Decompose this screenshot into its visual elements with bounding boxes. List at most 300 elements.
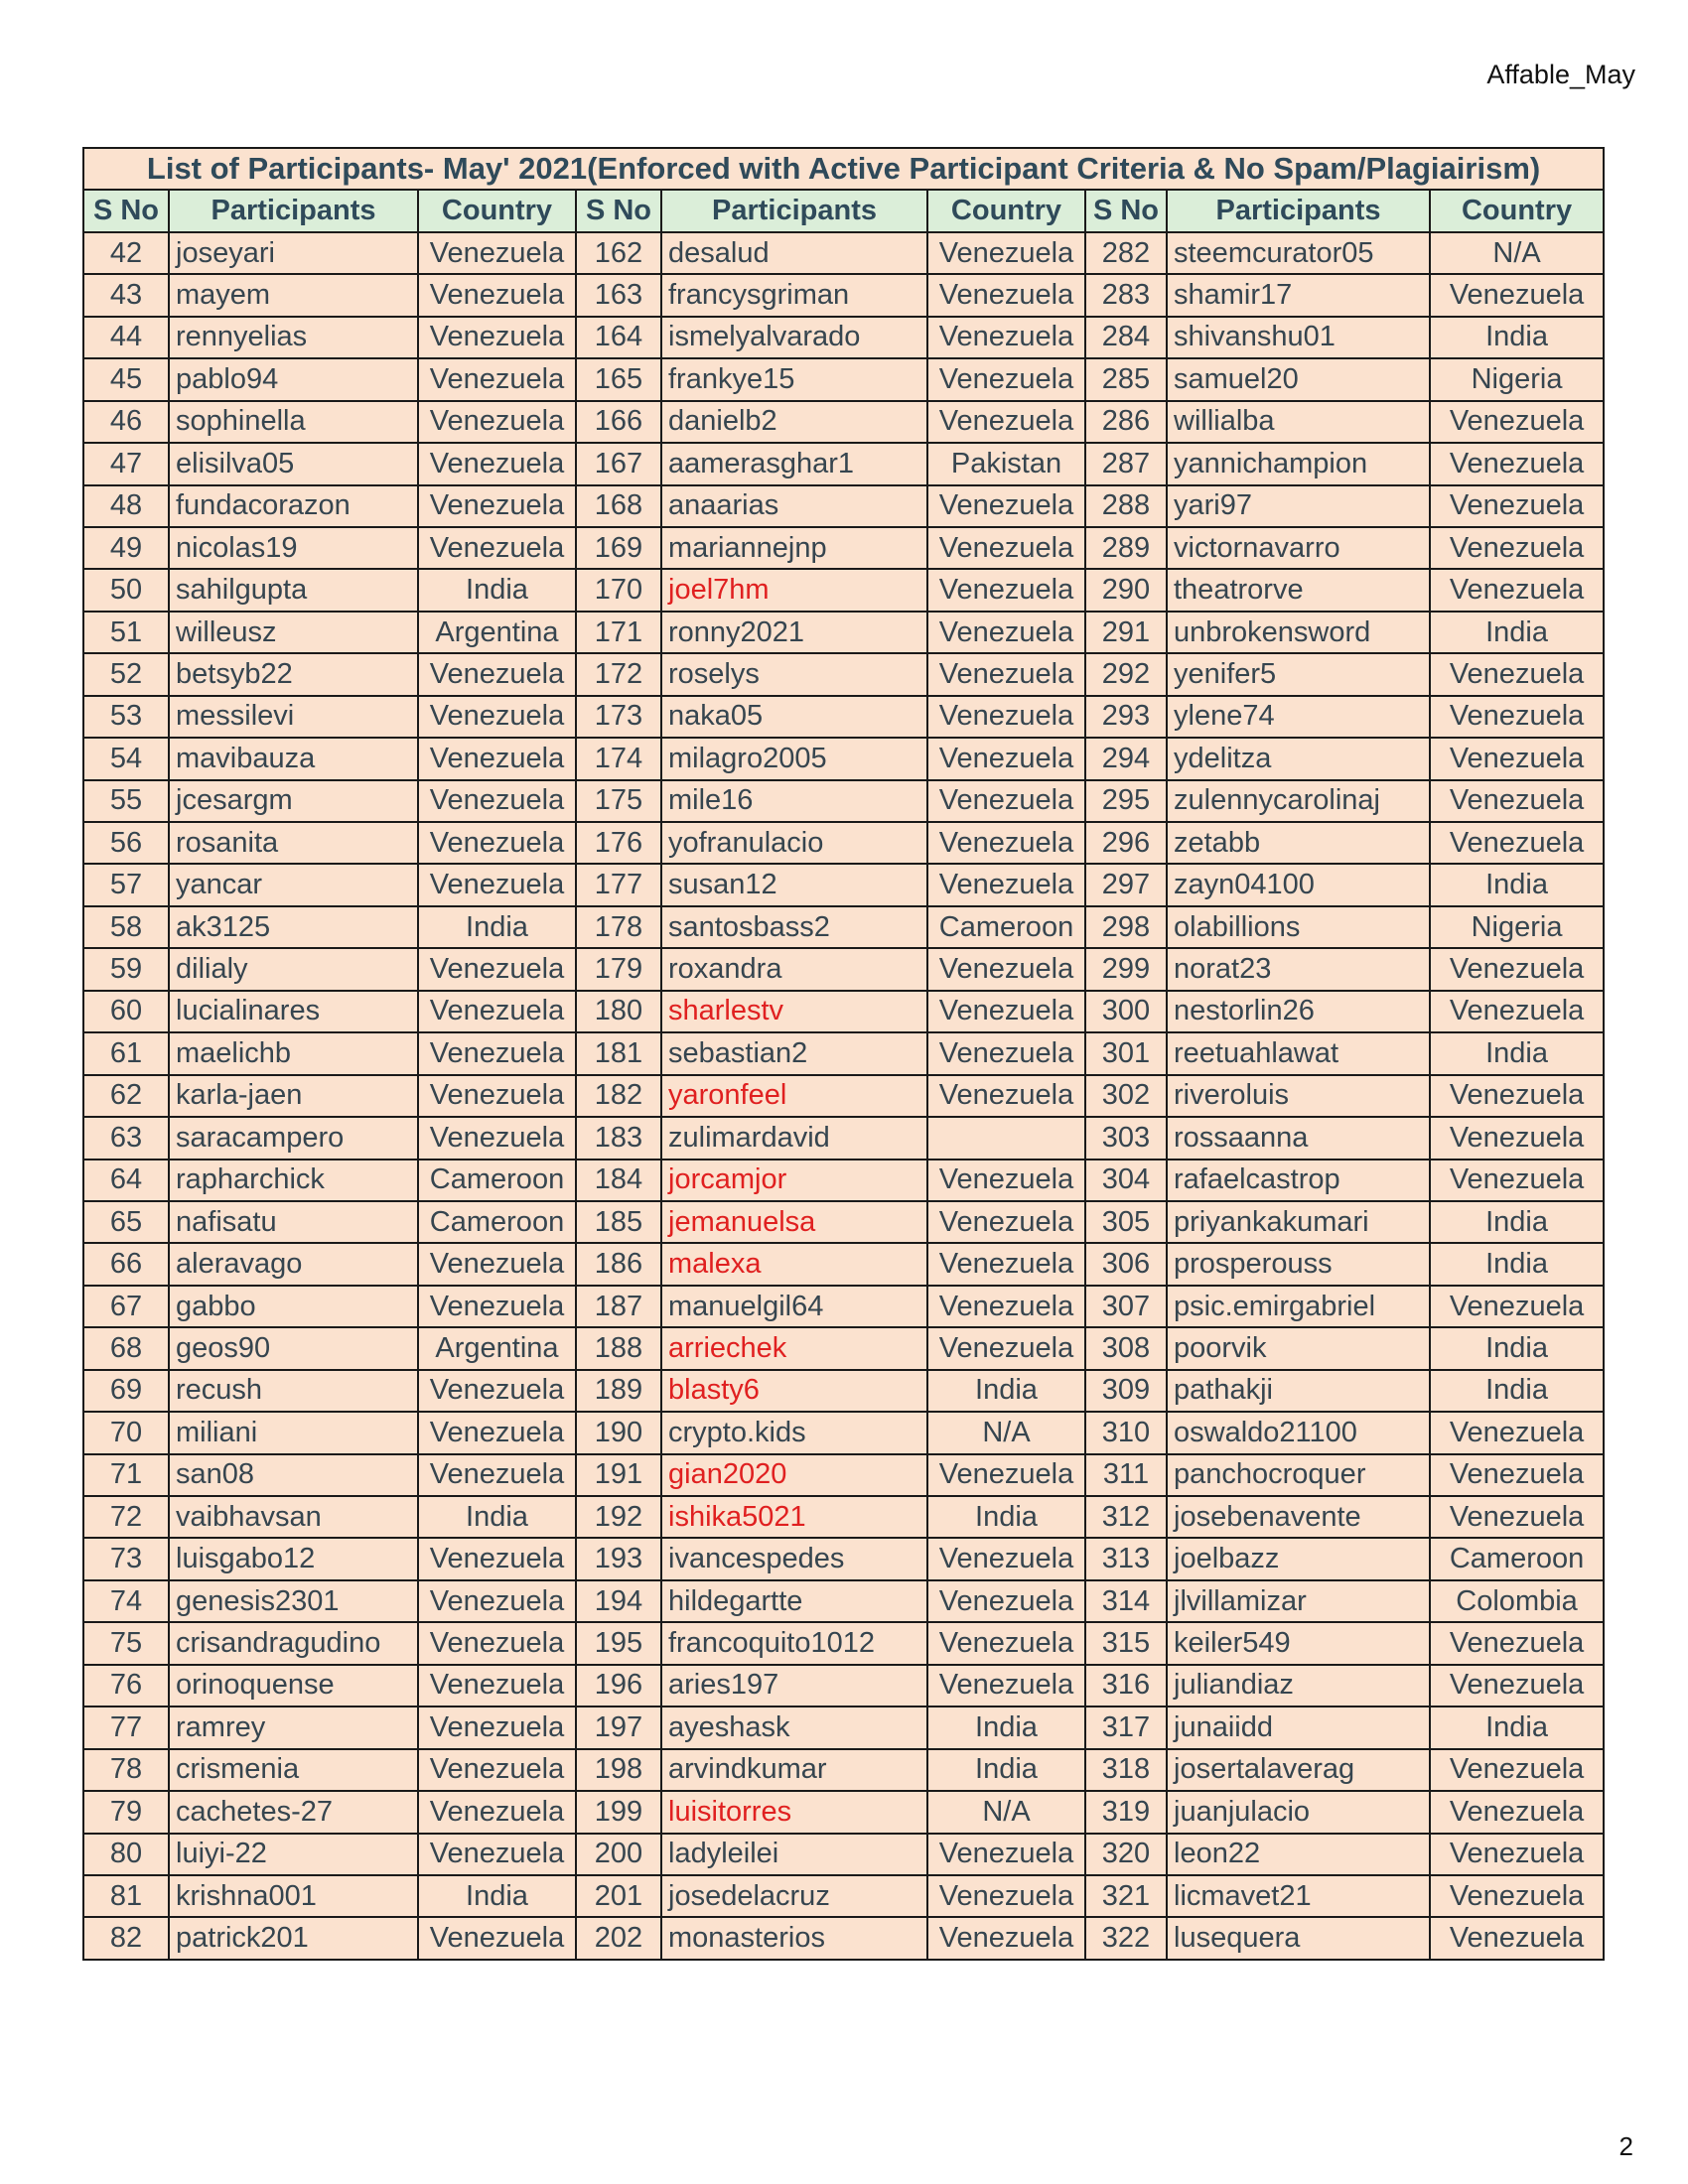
participant-name-cell: saracampero <box>169 1117 418 1159</box>
participant-name-cell: jlvillamizar <box>1167 1580 1430 1622</box>
table-row <box>83 1160 1604 1201</box>
country-cell: Venezuela <box>927 527 1085 569</box>
serial-number-cell: 177 <box>576 864 661 905</box>
serial-number-cell: 181 <box>576 1032 661 1074</box>
participant-name-cell: juanjulacio <box>1167 1791 1430 1833</box>
serial-number-cell: 284 <box>1085 317 1167 358</box>
serial-number-cell: 52 <box>83 653 169 695</box>
country-cell: Venezuela <box>927 274 1085 316</box>
country-cell: India <box>927 1370 1085 1412</box>
table-row <box>83 780 1604 822</box>
serial-number-cell: 71 <box>83 1454 169 1496</box>
serial-number-cell: 64 <box>83 1160 169 1201</box>
serial-number-cell: 291 <box>1085 612 1167 653</box>
country-cell: India <box>1430 1706 1604 1748</box>
serial-number-cell: 199 <box>576 1791 661 1833</box>
serial-number-cell: 286 <box>1085 401 1167 443</box>
country-cell: Venezuela <box>418 527 576 569</box>
participant-name-cell: rennyelias <box>169 317 418 358</box>
country-cell: Venezuela <box>418 1243 576 1285</box>
country-cell: India <box>1430 1370 1604 1412</box>
country-cell: India <box>1430 1201 1604 1243</box>
country-cell: Venezuela <box>418 443 576 484</box>
participant-name-cell: sebastian2 <box>661 1032 927 1074</box>
serial-number-cell: 60 <box>83 991 169 1032</box>
table-row <box>83 948 1604 990</box>
participant-name-cell: patrick201 <box>169 1917 418 1959</box>
participant-name-cell: krishna001 <box>169 1875 418 1917</box>
serial-number-cell: 164 <box>576 317 661 358</box>
participant-name-cell: ishika5021 <box>661 1496 927 1538</box>
participant-name-cell: junaiidd <box>1167 1706 1430 1748</box>
country-cell: Venezuela <box>418 1370 576 1412</box>
serial-number-cell: 183 <box>576 1117 661 1159</box>
participant-name-cell: messilevi <box>169 696 418 738</box>
participant-name-cell: roselys <box>661 653 927 695</box>
serial-number-cell: 176 <box>576 822 661 864</box>
table-row <box>83 1412 1604 1453</box>
serial-number-cell: 318 <box>1085 1749 1167 1791</box>
country-cell: Venezuela <box>927 780 1085 822</box>
participant-name-cell: betsyb22 <box>169 653 418 695</box>
country-cell: Venezuela <box>418 864 576 905</box>
serial-number-cell: 68 <box>83 1327 169 1369</box>
country-cell: Venezuela <box>418 317 576 358</box>
participant-name-cell: aries197 <box>661 1665 927 1706</box>
table-row <box>83 1454 1604 1496</box>
serial-number-cell: 79 <box>83 1791 169 1833</box>
serial-number-cell: 45 <box>83 358 169 400</box>
country-cell: Argentina <box>418 1327 576 1369</box>
table-row <box>83 1075 1604 1117</box>
serial-number-cell: 196 <box>576 1665 661 1706</box>
serial-number-cell: 50 <box>83 569 169 611</box>
participant-name-cell: poorvik <box>1167 1327 1430 1369</box>
serial-number-cell: 80 <box>83 1834 169 1875</box>
country-cell: Venezuela <box>927 612 1085 653</box>
table-row <box>83 612 1604 653</box>
participant-name-cell: lucialinares <box>169 991 418 1032</box>
participant-name-cell: miliani <box>169 1412 418 1453</box>
serial-number-cell: 55 <box>83 780 169 822</box>
serial-number-cell: 313 <box>1085 1538 1167 1579</box>
serial-number-cell: 300 <box>1085 991 1167 1032</box>
country-cell: Venezuela <box>1430 1160 1604 1201</box>
participant-name-cell: crismenia <box>169 1749 418 1791</box>
serial-number-cell: 47 <box>83 443 169 484</box>
serial-number-cell: 56 <box>83 822 169 864</box>
serial-number-cell: 48 <box>83 485 169 527</box>
participant-name-cell: geos90 <box>169 1327 418 1369</box>
country-cell: India <box>1430 864 1604 905</box>
participant-name-cell: ydelitza <box>1167 738 1430 779</box>
country-cell: Venezuela <box>1430 948 1604 990</box>
country-cell: Venezuela <box>1430 1412 1604 1453</box>
participant-name-cell: keiler549 <box>1167 1622 1430 1664</box>
participant-name-cell: rafaelcastrop <box>1167 1160 1430 1201</box>
serial-number-cell: 72 <box>83 1496 169 1538</box>
participant-name-cell: leon22 <box>1167 1834 1430 1875</box>
participant-name-cell: lusequera <box>1167 1917 1430 1959</box>
serial-number-cell: 180 <box>576 991 661 1032</box>
serial-number-cell: 187 <box>576 1286 661 1327</box>
serial-number-cell: 173 <box>576 696 661 738</box>
participant-name-cell: luisitorres <box>661 1791 927 1833</box>
participant-name-cell: monasterios <box>661 1917 927 1959</box>
serial-number-cell: 310 <box>1085 1412 1167 1453</box>
serial-number-cell: 163 <box>576 274 661 316</box>
serial-number-cell: 319 <box>1085 1791 1167 1833</box>
serial-number-cell: 44 <box>83 317 169 358</box>
country-cell: Venezuela <box>418 696 576 738</box>
serial-number-cell: 67 <box>83 1286 169 1327</box>
participant-name-cell: yannichampion <box>1167 443 1430 484</box>
serial-number-cell: 185 <box>576 1201 661 1243</box>
participant-name-cell: jorcamjor <box>661 1160 927 1201</box>
column-header-country: Country <box>927 190 1085 231</box>
serial-number-cell: 307 <box>1085 1286 1167 1327</box>
serial-number-cell: 314 <box>1085 1580 1167 1622</box>
country-cell: Venezuela <box>927 864 1085 905</box>
country-cell <box>927 1117 1085 1159</box>
table-row <box>83 358 1604 400</box>
participant-name-cell: mayem <box>169 274 418 316</box>
country-cell: Venezuela <box>927 1032 1085 1074</box>
table-row <box>83 864 1604 905</box>
country-cell: Venezuela <box>1430 443 1604 484</box>
country-cell: India <box>927 1749 1085 1791</box>
serial-number-cell: 197 <box>576 1706 661 1748</box>
serial-number-cell: 288 <box>1085 485 1167 527</box>
serial-number-cell: 290 <box>1085 569 1167 611</box>
participant-name-cell: rapharchick <box>169 1160 418 1201</box>
serial-number-cell: 43 <box>83 274 169 316</box>
participant-name-cell: arriechek <box>661 1327 927 1369</box>
serial-number-cell: 315 <box>1085 1622 1167 1664</box>
serial-number-cell: 292 <box>1085 653 1167 695</box>
country-cell: Venezuela <box>1430 1454 1604 1496</box>
country-cell: Venezuela <box>927 1622 1085 1664</box>
serial-number-cell: 302 <box>1085 1075 1167 1117</box>
participant-name-cell: dilialy <box>169 948 418 990</box>
serial-number-cell: 193 <box>576 1538 661 1579</box>
country-cell: Venezuela <box>418 822 576 864</box>
table-row <box>83 1791 1604 1833</box>
country-cell: Cameroon <box>1430 1538 1604 1579</box>
serial-number-cell: 65 <box>83 1201 169 1243</box>
serial-number-cell: 73 <box>83 1538 169 1579</box>
country-cell: Nigeria <box>1430 358 1604 400</box>
participant-name-cell: aleravago <box>169 1243 418 1285</box>
participant-name-cell: rossaanna <box>1167 1117 1430 1159</box>
country-cell: Venezuela <box>418 653 576 695</box>
serial-number-cell: 296 <box>1085 822 1167 864</box>
country-cell: Venezuela <box>418 1917 576 1959</box>
country-cell: Venezuela <box>418 1622 576 1664</box>
participant-name-cell: shamir17 <box>1167 274 1430 316</box>
participant-name-cell: nestorlin26 <box>1167 991 1430 1032</box>
country-cell: Venezuela <box>927 317 1085 358</box>
country-cell: Venezuela <box>1430 569 1604 611</box>
participant-name-cell: karla-jaen <box>169 1075 418 1117</box>
table-row <box>83 1538 1604 1579</box>
serial-number-cell: 285 <box>1085 358 1167 400</box>
serial-number-cell: 178 <box>576 906 661 948</box>
participant-name-cell: victornavarro <box>1167 527 1430 569</box>
serial-number-cell: 190 <box>576 1412 661 1453</box>
participant-name-cell: steemcurator05 <box>1167 232 1430 274</box>
country-cell: Venezuela <box>418 1412 576 1453</box>
participant-name-cell: joseyari <box>169 232 418 274</box>
country-cell: India <box>1430 1243 1604 1285</box>
serial-number-cell: 49 <box>83 527 169 569</box>
serial-number-cell: 317 <box>1085 1706 1167 1748</box>
country-cell: India <box>1430 612 1604 653</box>
serial-number-cell: 179 <box>576 948 661 990</box>
country-cell: Venezuela <box>927 1160 1085 1201</box>
serial-number-cell: 78 <box>83 1749 169 1791</box>
country-cell: Venezuela <box>418 274 576 316</box>
table-row <box>83 1580 1604 1622</box>
column-header-country: Country <box>418 190 576 231</box>
participant-name-cell: elisilva05 <box>169 443 418 484</box>
country-cell: Venezuela <box>1430 1496 1604 1538</box>
country-cell: Venezuela <box>1430 1791 1604 1833</box>
serial-number-cell: 46 <box>83 401 169 443</box>
participant-name-cell: ylene74 <box>1167 696 1430 738</box>
participant-name-cell: joelbazz <box>1167 1538 1430 1579</box>
country-cell: Venezuela <box>418 1706 576 1748</box>
table-row <box>83 1706 1604 1748</box>
participant-name-cell: riveroluis <box>1167 1075 1430 1117</box>
participant-name-cell: ak3125 <box>169 906 418 948</box>
serial-number-cell: 58 <box>83 906 169 948</box>
table-row <box>83 274 1604 316</box>
table-row <box>83 569 1604 611</box>
country-cell: India <box>418 569 576 611</box>
table-row <box>83 696 1604 738</box>
country-cell: Venezuela <box>418 1834 576 1875</box>
participant-name-cell: ayeshask <box>661 1706 927 1748</box>
serial-number-cell: 309 <box>1085 1370 1167 1412</box>
participant-name-cell: susan12 <box>661 864 927 905</box>
country-cell: India <box>418 1496 576 1538</box>
table-title-row <box>83 148 1604 190</box>
participant-name-cell: josebenavente <box>1167 1496 1430 1538</box>
country-cell: Venezuela <box>1430 991 1604 1032</box>
participant-name-cell: josedelacruz <box>661 1875 927 1917</box>
country-cell: Venezuela <box>927 1075 1085 1117</box>
table-row <box>83 738 1604 779</box>
participant-name-cell: cachetes-27 <box>169 1791 418 1833</box>
country-cell: N/A <box>927 1412 1085 1453</box>
participant-name-cell: desalud <box>661 232 927 274</box>
participant-name-cell: josertalaverag <box>1167 1749 1430 1791</box>
serial-number-cell: 295 <box>1085 780 1167 822</box>
country-cell: Venezuela <box>1430 1075 1604 1117</box>
country-cell: Venezuela <box>418 1075 576 1117</box>
participant-name-cell: olabillions <box>1167 906 1430 948</box>
country-cell: Venezuela <box>1430 822 1604 864</box>
participant-name-cell: danielb2 <box>661 401 927 443</box>
column-header-participants: Participants <box>1167 190 1430 231</box>
serial-number-cell: 169 <box>576 527 661 569</box>
country-cell: Venezuela <box>927 1243 1085 1285</box>
table-row <box>83 1917 1604 1959</box>
document-header-label: Affable_May <box>1486 60 1635 89</box>
participant-name-cell: willeusz <box>169 612 418 653</box>
serial-number-cell: 188 <box>576 1327 661 1369</box>
country-cell: Pakistan <box>927 443 1085 484</box>
country-cell: Venezuela <box>1430 1117 1604 1159</box>
participant-name-cell: sharlestv <box>661 991 927 1032</box>
country-cell: Venezuela <box>418 780 576 822</box>
table-body <box>83 232 1604 1960</box>
serial-number-cell: 76 <box>83 1665 169 1706</box>
participant-name-cell: malexa <box>661 1243 927 1285</box>
serial-number-cell: 189 <box>576 1370 661 1412</box>
country-cell: Venezuela <box>927 738 1085 779</box>
serial-number-cell: 59 <box>83 948 169 990</box>
country-cell: Nigeria <box>1430 906 1604 948</box>
country-cell: Venezuela <box>927 358 1085 400</box>
table-row <box>83 527 1604 569</box>
column-header-country: Country <box>1430 190 1604 231</box>
serial-number-cell: 74 <box>83 1580 169 1622</box>
table-row <box>83 1032 1604 1074</box>
table-row <box>83 317 1604 358</box>
participant-name-cell: nafisatu <box>169 1201 418 1243</box>
participant-name-cell: anaarias <box>661 485 927 527</box>
table-row <box>83 1243 1604 1285</box>
participant-name-cell: oswaldo21100 <box>1167 1412 1430 1453</box>
country-cell: Venezuela <box>1430 738 1604 779</box>
country-cell: Venezuela <box>418 1538 576 1579</box>
participant-name-cell: blasty6 <box>661 1370 927 1412</box>
country-cell: Venezuela <box>1430 696 1604 738</box>
table-row <box>83 1834 1604 1875</box>
serial-number-cell: 182 <box>576 1075 661 1117</box>
participant-name-cell: francysgriman <box>661 274 927 316</box>
participant-name-cell: fundacorazon <box>169 485 418 527</box>
participant-name-cell: samuel20 <box>1167 358 1430 400</box>
table-row <box>83 1665 1604 1706</box>
country-cell: Venezuela <box>927 653 1085 695</box>
serial-number-cell: 162 <box>576 232 661 274</box>
country-cell: Venezuela <box>1430 401 1604 443</box>
serial-number-cell: 191 <box>576 1454 661 1496</box>
participant-name-cell: sophinella <box>169 401 418 443</box>
table-row <box>83 1327 1604 1369</box>
column-header-sno: S No <box>1085 190 1167 231</box>
country-cell: India <box>927 1706 1085 1748</box>
participant-name-cell: rosanita <box>169 822 418 864</box>
country-cell: Venezuela <box>418 1749 576 1791</box>
serial-number-cell: 192 <box>576 1496 661 1538</box>
serial-number-cell: 289 <box>1085 527 1167 569</box>
participant-name-cell: nicolas19 <box>169 527 418 569</box>
country-cell: India <box>927 1496 1085 1538</box>
participant-name-cell: zulennycarolinaj <box>1167 780 1430 822</box>
participant-name-cell: naka05 <box>661 696 927 738</box>
participant-name-cell: joel7hm <box>661 569 927 611</box>
participant-name-cell: mile16 <box>661 780 927 822</box>
country-cell: Venezuela <box>1430 274 1604 316</box>
country-cell: Cameroon <box>927 906 1085 948</box>
column-header-participants: Participants <box>169 190 418 231</box>
country-cell: Venezuela <box>927 401 1085 443</box>
participant-name-cell: ismelyalvarado <box>661 317 927 358</box>
country-cell: Venezuela <box>927 1917 1085 1959</box>
country-cell: Argentina <box>418 612 576 653</box>
serial-number-cell: 166 <box>576 401 661 443</box>
country-cell: India <box>1430 1032 1604 1074</box>
country-cell: Venezuela <box>418 738 576 779</box>
serial-number-cell: 167 <box>576 443 661 484</box>
country-cell: Venezuela <box>418 401 576 443</box>
serial-number-cell: 57 <box>83 864 169 905</box>
serial-number-cell: 66 <box>83 1243 169 1285</box>
participant-name-cell: recush <box>169 1370 418 1412</box>
serial-number-cell: 175 <box>576 780 661 822</box>
country-cell: Venezuela <box>1430 1622 1604 1664</box>
country-cell: India <box>1430 1327 1604 1369</box>
table-row <box>83 906 1604 948</box>
participant-name-cell: theatrorve <box>1167 569 1430 611</box>
country-cell: Venezuela <box>1430 1286 1604 1327</box>
participant-name-cell: willialba <box>1167 401 1430 443</box>
country-cell: Venezuela <box>418 1454 576 1496</box>
serial-number-cell: 321 <box>1085 1875 1167 1917</box>
country-cell: Venezuela <box>1430 527 1604 569</box>
country-cell: Venezuela <box>418 1117 576 1159</box>
participant-name-cell: reetuahlawat <box>1167 1032 1430 1074</box>
country-cell: Colombia <box>1430 1580 1604 1622</box>
serial-number-cell: 308 <box>1085 1327 1167 1369</box>
participant-name-cell: yari97 <box>1167 485 1430 527</box>
serial-number-cell: 287 <box>1085 443 1167 484</box>
table-row <box>83 1370 1604 1412</box>
participant-name-cell: jcesargm <box>169 780 418 822</box>
participant-name-cell: ivancespedes <box>661 1538 927 1579</box>
serial-number-cell: 174 <box>576 738 661 779</box>
country-cell: Cameroon <box>418 1201 576 1243</box>
serial-number-cell: 304 <box>1085 1160 1167 1201</box>
serial-number-cell: 184 <box>576 1160 661 1201</box>
country-cell: Venezuela <box>927 696 1085 738</box>
participant-name-cell: milagro2005 <box>661 738 927 779</box>
country-cell: Venezuela <box>418 232 576 274</box>
country-cell: Venezuela <box>418 1286 576 1327</box>
column-header-row <box>83 190 1604 231</box>
serial-number-cell: 299 <box>1085 948 1167 990</box>
participant-name-cell: vaibhavsan <box>169 1496 418 1538</box>
country-cell: Venezuela <box>1430 780 1604 822</box>
serial-number-cell: 201 <box>576 1875 661 1917</box>
country-cell: Venezuela <box>418 485 576 527</box>
participant-name-cell: yenifer5 <box>1167 653 1430 695</box>
participant-name-cell: mariannejnp <box>661 527 927 569</box>
participant-name-cell: panchocroquer <box>1167 1454 1430 1496</box>
participant-name-cell: pathakji <box>1167 1370 1430 1412</box>
country-cell: Venezuela <box>418 358 576 400</box>
country-cell: India <box>418 1875 576 1917</box>
participant-name-cell: maelichb <box>169 1032 418 1074</box>
table-row <box>83 1496 1604 1538</box>
participant-name-cell: pablo94 <box>169 358 418 400</box>
country-cell: Venezuela <box>927 1834 1085 1875</box>
column-header-sno: S No <box>576 190 661 231</box>
